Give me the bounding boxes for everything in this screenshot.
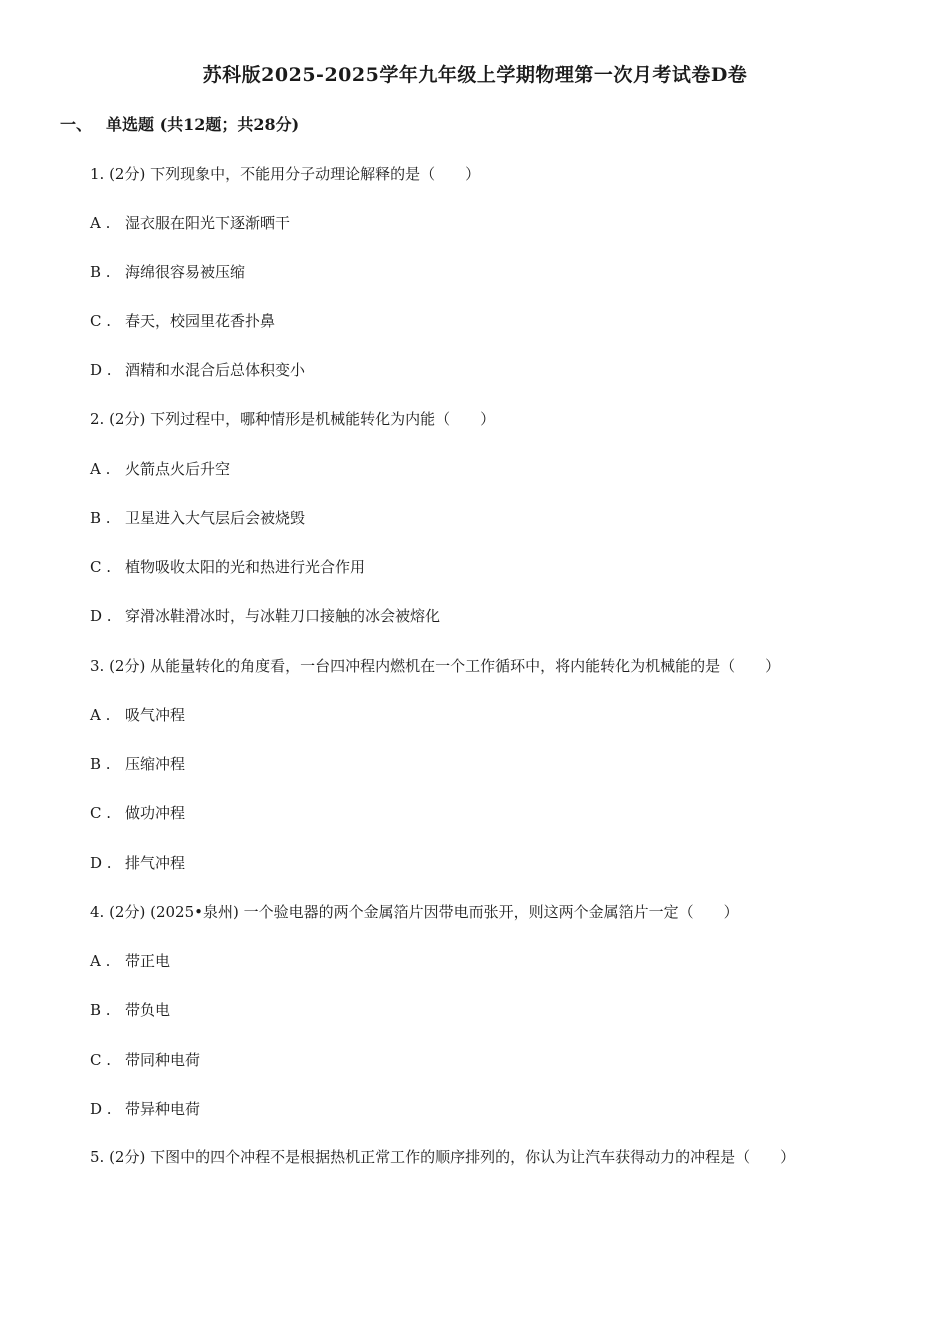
option-text: 卫星进入大气层后会被烧毁 (125, 509, 306, 527)
question-stem: 4. (2分) (2025•泉州) 一个验电器的两个金属箔片因带电而张开，则这两个金属箔片一定（ ） (90, 903, 739, 921)
section-number: 一、 (60, 115, 93, 134)
option-text: 春天，校园里花香扑鼻 (125, 312, 276, 330)
answer-option (90, 753, 185, 774)
option-text: 带异种电荷 (125, 1100, 201, 1118)
answer-option (90, 556, 365, 577)
option-letter: D . (90, 361, 112, 379)
question-stem: 5. (2分) 下图中的四个冲程不是根据热机正常工作的顺序排列的，你认为让汽车获得动力的冲程是（ ） (90, 1148, 796, 1166)
option-text: 湿衣服在阳光下逐渐晒干 (125, 214, 291, 232)
option-letter: C . (90, 312, 112, 330)
answer-option (90, 605, 440, 626)
option-text: 穿滑冰鞋滑冰时，与冰鞋刀口接触的冰会被熔化 (125, 607, 441, 625)
answer-option (90, 507, 305, 528)
option-letter: A . (90, 706, 111, 724)
option-letter: A . (90, 952, 111, 970)
option-text: 压缩冲程 (125, 755, 186, 773)
option-letter: D . (90, 1100, 112, 1118)
option-letter: C . (90, 1051, 112, 1069)
option-text: 带同种电荷 (125, 1051, 201, 1069)
answer-option (90, 261, 245, 282)
option-letter: D . (90, 607, 112, 625)
option-text: 吸气冲程 (125, 706, 186, 724)
option-text: 带正电 (125, 952, 171, 970)
option-text: 酒精和水混合后总体积变小 (125, 361, 306, 379)
option-letter: B . (90, 263, 111, 281)
section-heading (60, 112, 299, 135)
option-letter: B . (90, 509, 111, 527)
option-letter: C . (90, 804, 112, 822)
answer-option (90, 310, 275, 331)
answer-option (90, 212, 290, 233)
answer-option (90, 458, 230, 479)
option-letter: B . (90, 1001, 111, 1019)
option-text: 排气冲程 (125, 854, 186, 872)
option-text: 做功冲程 (125, 804, 186, 822)
option-letter: A . (90, 214, 111, 232)
option-text: 海绵很容易被压缩 (125, 263, 246, 281)
answer-option (90, 999, 170, 1020)
option-letter: A . (90, 460, 111, 478)
question-stem: 3. (2分) 从能量转化的角度看，一台四冲程内燃机在一个工作循环中，将内能转化为机械能的是（ ） (90, 657, 781, 675)
answer-option (90, 359, 305, 380)
option-letter: D . (90, 854, 112, 872)
question-stem: 1. (2分) 下列现象中，不能用分子动理论解释的是（ ） (90, 165, 481, 183)
answer-option (90, 950, 170, 971)
answer-option (90, 802, 185, 823)
section-label: 单选题 (共12题；共28分) (106, 115, 300, 134)
answer-option (90, 1098, 200, 1119)
option-letter: C . (90, 558, 112, 576)
answer-option (90, 852, 185, 873)
option-letter: B . (90, 755, 111, 773)
answer-option (90, 704, 185, 725)
exam-title: 苏科版2025-2025学年九年级上学期物理第一次月考试卷D卷 (202, 64, 748, 86)
option-text: 火箭点火后升空 (125, 460, 231, 478)
answer-option (90, 1049, 200, 1070)
option-text: 带负电 (125, 1001, 171, 1019)
option-text: 植物吸收太阳的光和热进行光合作用 (125, 558, 366, 576)
question-stem: 2. (2分) 下列过程中，哪种情形是机械能转化为内能（ ） (90, 410, 496, 428)
